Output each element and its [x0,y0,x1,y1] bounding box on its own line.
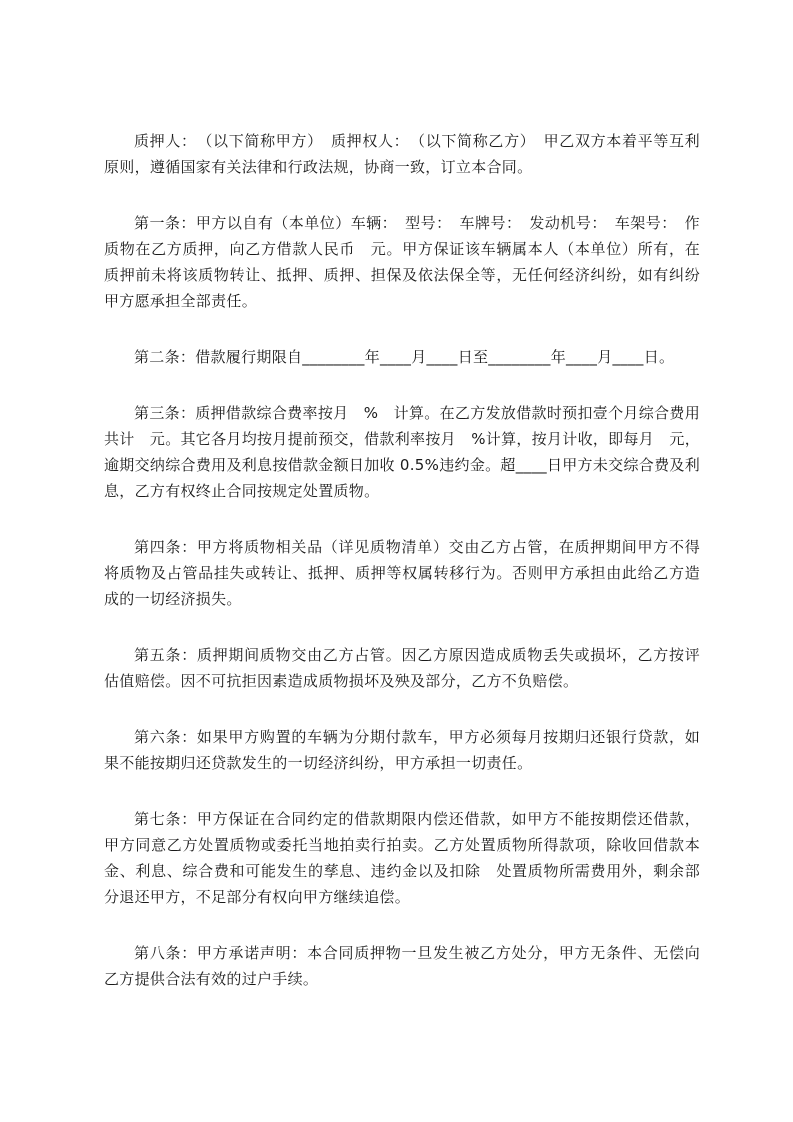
article-1-paragraph: 第一条：甲方以自有（本单位）车辆： 型号： 车牌号： 发动机号： 车架号： 作质物在乙方质押，向乙方借款人民币 元。甲方保证该车辆属本人（本单位）所有，在质押前未将该质物转让、抵押、质押、担保及依法保全等，无任何经济纠纷，如有纠纷甲方愿承担全部责任。 [104,214,700,310]
preamble-paragraph: 质押人： （以下简称甲方） 质押权人： （以下简称乙方） 甲乙双方本着平等互利原则，遵循国家有关法律和行政法规，协商一致，订立本合同。 [104,132,700,176]
article-4-paragraph: 第四条：甲方将质物相关品（详见质物清单）交由乙方占管，在质押期间甲方不得将质物及占管品挂失或转让、抵押、质押等权属转移行为。否则甲方承担由此给乙方造成的一切经济损失。 [104,538,700,608]
article-3-paragraph: 第三条：质押借款综合费率按月 % 计算。在乙方发放借款时预扣壹个月综合费用共计 元。其它各月均按月提前预交，借款利率按月 %计算，按月计收，即每月 元，逾期交纳综合费用及利息按借款金额日加收 0.5%违约金。超____日甲方未交综合费及利息，乙方有权终止合同按规定处置质物。 [104,404,700,500]
article-5-paragraph: 第五条：质押期间质物交由乙方占管。因乙方原因造成质物丢失或损坏，乙方按评估值赔偿。因不可抗拒因素造成质物损坏及殃及部分，乙方不负赔偿。 [104,646,700,690]
article-2-paragraph: 第二条：借款履行期限自________年____月____日至________年____月____日。 [134,348,675,366]
contract-body [104,128,700,1022]
article-6-paragraph: 第六条：如果甲方购置的车辆为分期付款车，甲方必须每月按期归还银行贷款，如果不能按期归还贷款发生的一切经济纠纷，甲方承担一切责任。 [104,728,700,772]
article-7-paragraph: 第七条：甲方保证在合同约定的借款期限内偿还借款，如甲方不能按期偿还借款，甲方同意乙方处置质物或委托当地拍卖行拍卖。乙方处置质物所得款项，除收回借款本金、利息、综合费和可能发生的孳息、违约金以及扣除 处置质物所需费用外，剩余部分退还甲方，不足部分有权向甲方继续追偿。 [104,810,700,906]
article-8-paragraph: 第八条：甲方承诺声明：本合同质押物一旦发生被乙方处分，甲方无条件、无偿向乙方提供合法有效的过户手续。 [104,944,700,988]
